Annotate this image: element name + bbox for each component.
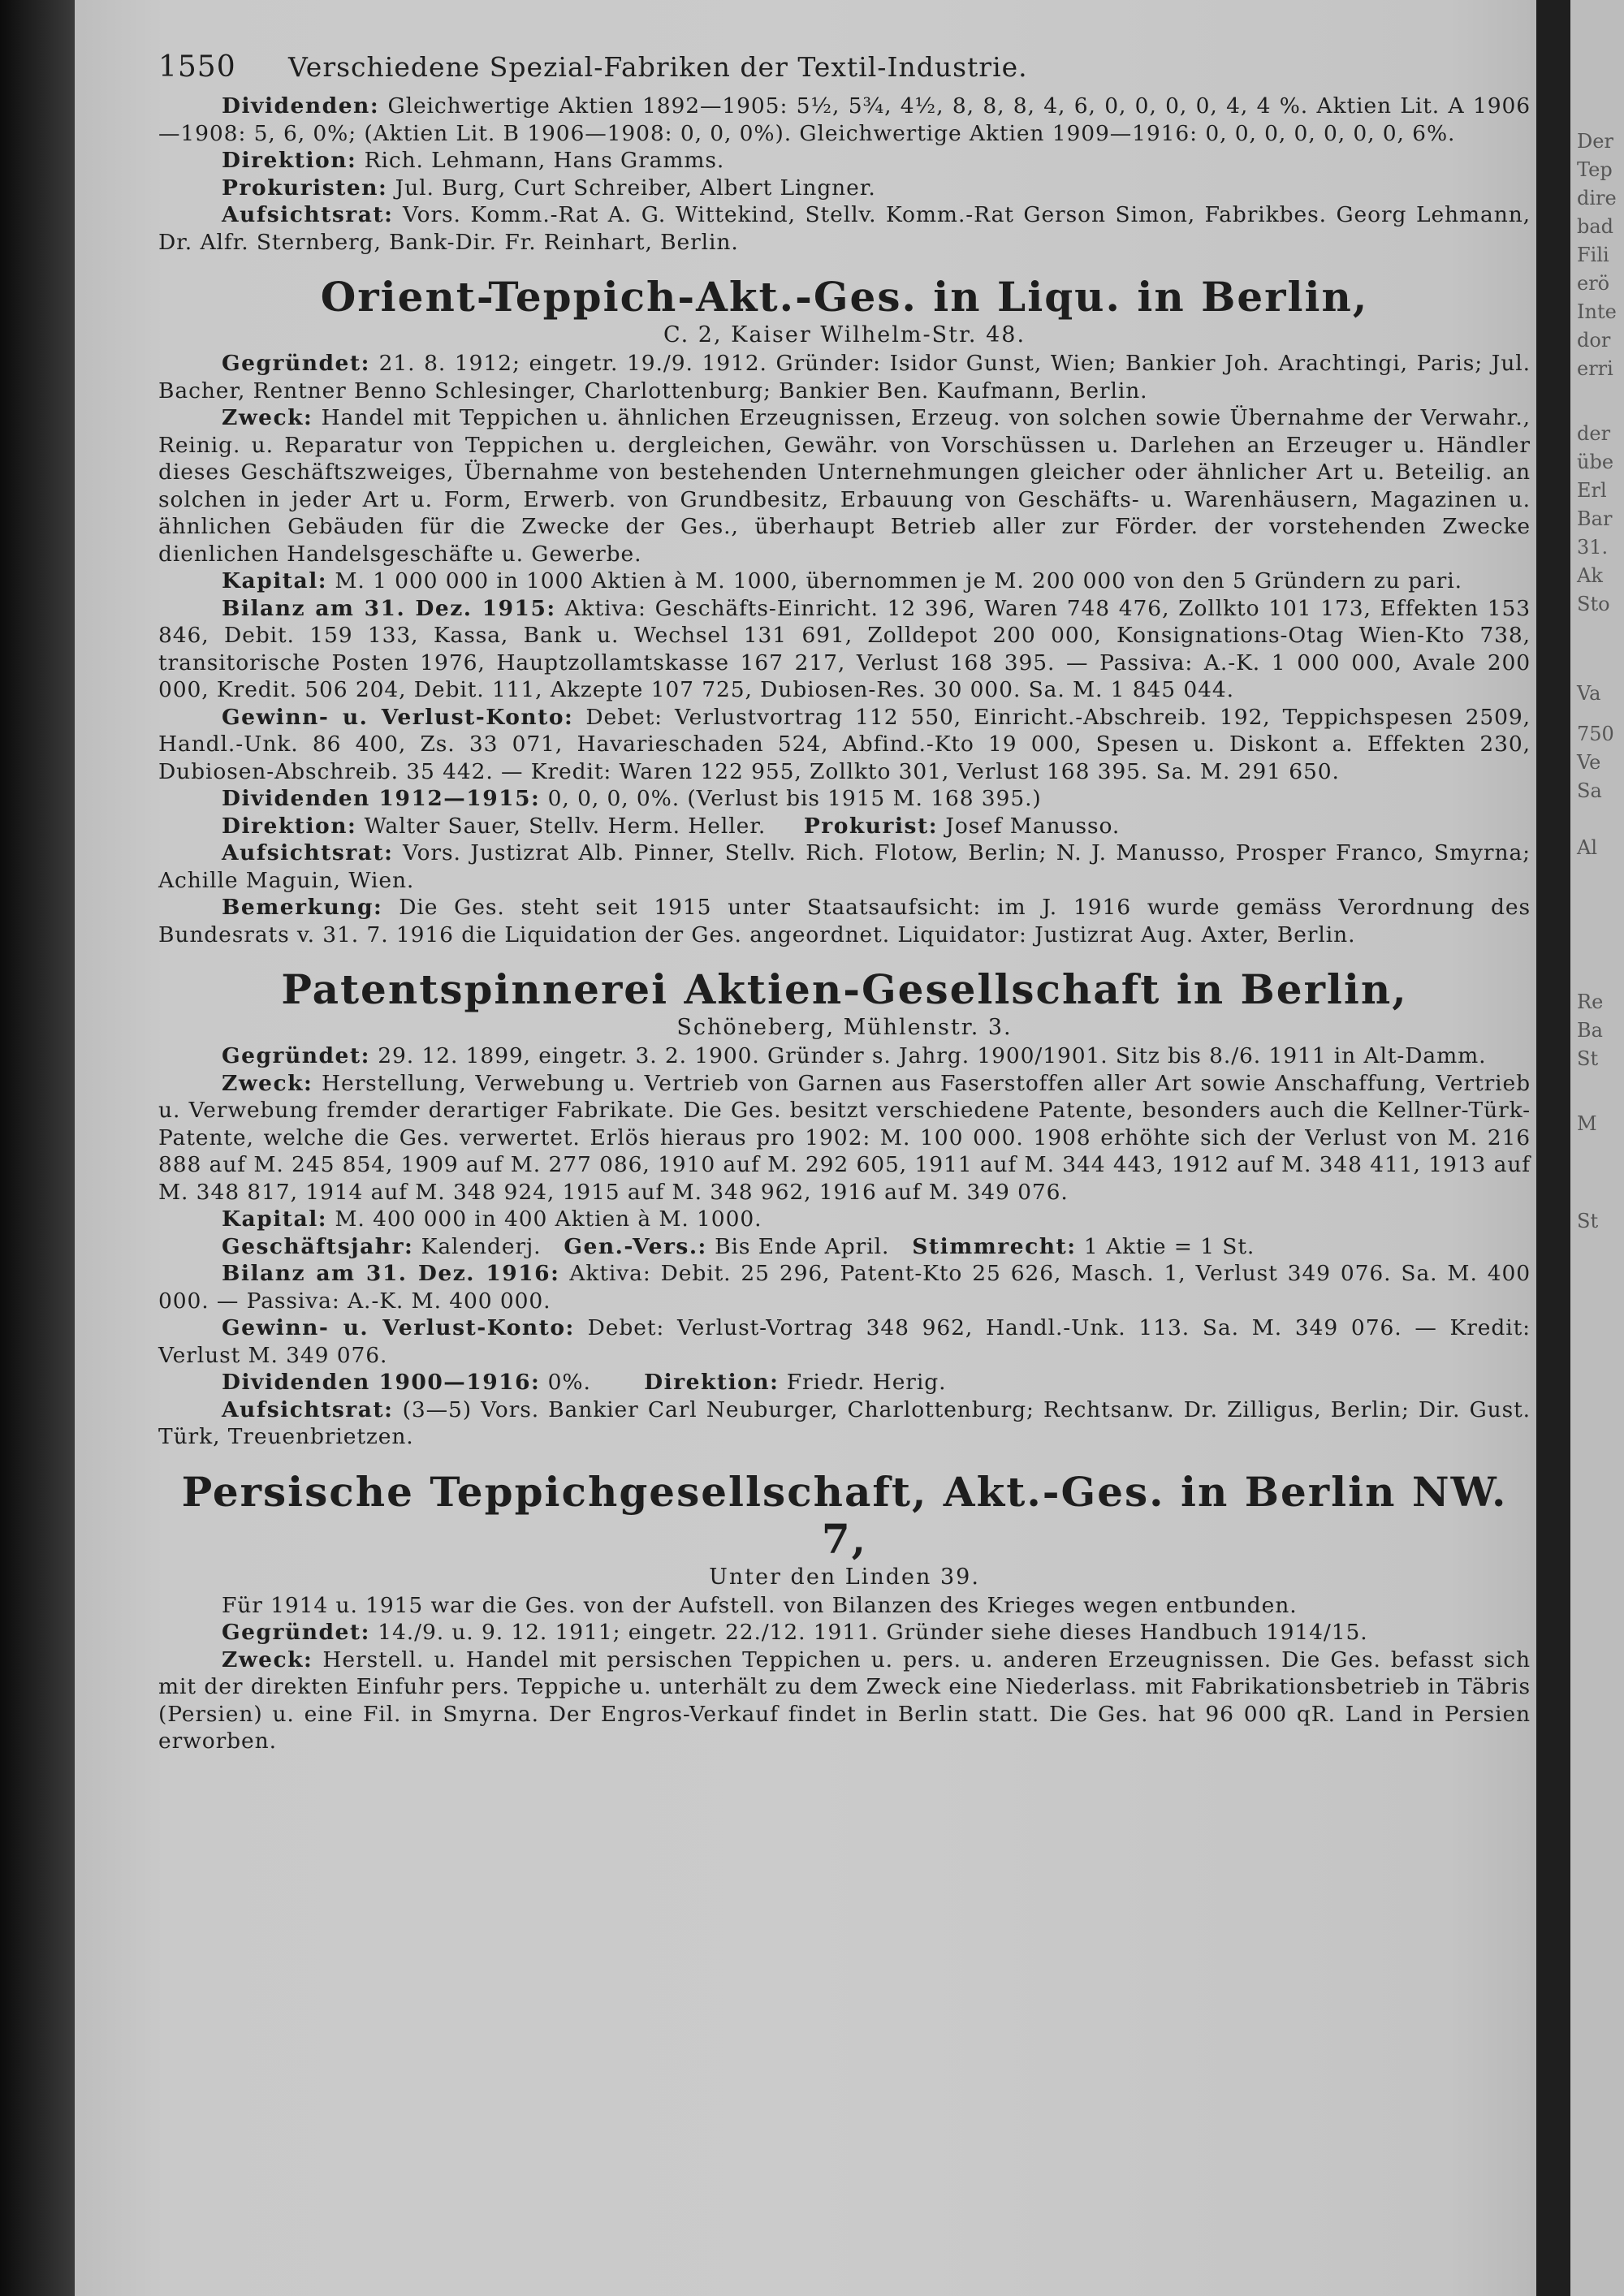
stimmrecht-label: Stimmrecht: <box>912 1233 1077 1259</box>
bemerkung-label: Bemerkung: <box>222 895 383 920</box>
direktion-text: Rich. Lehmann, Hans Gramms. <box>364 148 725 173</box>
adjacent-page-text-fragment: 31. <box>1577 536 1609 559</box>
company-title-orient-teppich: Orient-Teppich-Akt.-Ges. in Liqu. in Berlin, <box>320 273 1369 321</box>
aufsichtsrat-label: Aufsichtsrat: <box>222 840 394 865</box>
kapital-label: Kapital: <box>222 568 328 593</box>
dividenden-text: 0%. <box>547 1370 591 1395</box>
bemerkung-entry <box>158 894 1531 948</box>
gegruendet-text: 29. 12. 1899, eingetr. 3. 2. 1900. Gründer s. Jahrg. 1900/1901. Sitz bis 8./6. 1911 in Alt-Damm. <box>378 1043 1487 1068</box>
adjacent-page-text-fragment: Fili <box>1577 244 1609 266</box>
adjacent-page-text-fragment: M <box>1577 1112 1597 1135</box>
aufsichtsrat-text: (3—5) Vors. Bankier Carl Neuburger, Charlottenburg; Rechtsanw. Dr. Zilligus, Berlin; Dir. Gust. Türk, Treuenbrietzen. <box>158 1396 1531 1449</box>
adjacent-page-text-fragment: St <box>1577 1047 1599 1070</box>
zweck-entry <box>158 1070 1531 1206</box>
bilanz-label: Bilanz am 31. Dez. 1915: <box>222 595 556 621</box>
kapital-text: M. 1 000 000 in 1000 Aktien à M. 1000, übernommen je M. 200 000 von den 5 Gründern zu pari. <box>335 568 1462 593</box>
page-gutter <box>1536 0 1570 2296</box>
dividenden-label: Dividenden: <box>222 93 380 119</box>
gewinn-verlust-label: Gewinn- u. Verlust-Konto: <box>222 704 574 730</box>
gegruendet-text: 14./9. u. 9. 12. 1911; eingetr. 22./12. 1911. Gründer siehe dieses Handbuch 1914/15. <box>378 1620 1368 1645</box>
direktion-label: Direktion: <box>222 813 357 839</box>
adjacent-page-text-fragment: Inte <box>1577 300 1617 323</box>
zweck-text: Handel mit Teppichen u. ähnlichen Erzeugnissen, Erzeug. von solchen sowie Übernahme der Verwahr., Reinig. u. Reparatur von Teppichen u. dergleichen, Gewähr. von Vorschüssen u. Darlehen an Erzeuger u. Händler dieses Geschäftszweiges, Übernahme von bestehenden Unternehmungen gleicher oder ähnlicher Art u. Beteilig. an solchen in jeder Art u. Form, Erwerb. von Grundbesitz, Erbauung von Geschäfts- u. Warenhäusern, Magazinen u. ähnlichen Gebäuden für die Zwecke der Ges., überhaupt Betrieb aller zur Förder. der vorstehenden Zwecke dienlichen Handelsgeschäfte u. Gewerbe. <box>158 405 1531 567</box>
adjacent-page-text-fragment: übe <box>1577 451 1614 473</box>
adjacent-page-text-fragment: erö <box>1577 272 1610 295</box>
gegruendet-text: 21. 8. 1912; eingetr. 19./9. 1912. Gründer: Isidor Gunst, Wien; Bankier Joh. Arachtingi, Paris; Jul. Bacher, Rentner Benno Schlesinger, Charlottenburg; Bankier Ben. Kaufmann, Berlin. <box>158 351 1531 404</box>
dividenden-label: Dividenden 1900—1916: <box>222 1370 541 1395</box>
gewinn-verlust-entry <box>158 1314 1531 1369</box>
genvers-text: Bis Ende April. <box>715 1233 890 1259</box>
zweck-label: Zweck: <box>222 1646 313 1672</box>
prokuristen-label: Prokuristen: <box>222 175 388 201</box>
adjacent-page-text-fragment: Ak <box>1577 564 1603 587</box>
aufsichtsrat-entry <box>158 839 1531 894</box>
intro-entry: Für 1914 u. 1915 war die Ges. von der Aufstell. von Bilanzen des Krieges wegen entbunden. <box>222 1592 1298 1618</box>
aufsichtsrat-entry <box>158 201 1531 256</box>
company-address: Schöneberg, Mühlenstr. 3. <box>676 1015 1013 1040</box>
direktion-label: Direktion: <box>644 1370 780 1395</box>
adjacent-page-text-fragment: Va <box>1577 682 1601 705</box>
prokurist-text: Josef Manusso. <box>945 813 1121 839</box>
adjacent-page-text-fragment: bad <box>1577 215 1614 238</box>
direktion-label: Direktion: <box>222 148 357 173</box>
gegruendet-label: Gegründet: <box>222 351 370 376</box>
gewinn-verlust-text: Debet: Verlust-Vortrag 348 962, Handl.-Unk. 113. Sa. M. 349 076. — Kredit: Verlust M. 349 076. <box>158 1315 1531 1368</box>
geschaeftsjahr-label: Geschäftsjahr: <box>222 1233 414 1259</box>
zweck-entry <box>158 1646 1531 1755</box>
adjacent-page-text-fragment: St <box>1577 1210 1599 1232</box>
gegruendet-entry <box>158 350 1531 404</box>
dividenden-text: 0, 0, 0, 0%. (Verlust bis 1915 M. 168 395.) <box>547 786 1042 811</box>
kapital-text: M. 400 000 in 400 Aktien à M. 1000. <box>335 1206 762 1232</box>
dividenden-entry <box>158 1369 1531 1396</box>
adjacent-page-text-fragment: Bar <box>1577 507 1613 530</box>
prokuristen-text: Jul. Burg, Curt Schreiber, Albert Lingner. <box>395 175 876 201</box>
adjacent-page-text-fragment: Sa <box>1577 779 1602 802</box>
bemerkung-text: Die Ges. steht seit 1915 unter Staatsaufsicht: im J. 1916 wurde gemäss Verordnung des Bundesrats v. 31. 7. 1916 die Liquidation der Ges. angeordnet. Liquidator: Justizrat Aug. Axter, Berlin. <box>158 895 1531 947</box>
gegruendet-entry <box>158 1619 1531 1646</box>
zweck-label: Zweck: <box>222 405 313 430</box>
bilanz-text: Aktiva: Geschäfts-Einricht. 12 396, Waren 748 476, Zollkto 101 173, Effekten 153 846, Debit. 159 133, Kassa, Bank u. Wechsel 131 691, Zolldepot 200 000, Konsignations-Otag Wien-Kto 738, transitorische Posten 1976, Hauptzollamtskasse 167 217, Verlust 168 395. — Passiva: A.-K. 1 000 000, Avale 200 000, Kredit. 506 204, Debit. 111, Akzepte 107 725, Dubiosen-Res. 30 000. Sa. M. 1 845 044. <box>158 595 1531 702</box>
bilanz-label: Bilanz am 31. Dez. 1916: <box>222 1261 560 1286</box>
dividenden-text: Gleichwertige Aktien 1892—1905: 5½, 5¾, 4½, 8, 8, 8, 4, 6, 0, 0, 0, 0, 4, 4 %. Aktien Lit. A 1906—1908: 5, 6, 0%; (Aktien Lit. B 1906—1908: 0, 0, 0%). Gleichwertige Aktien 1909—1916: 0, 0, 0, 0, 0, 0, 0, 6%. <box>158 93 1531 146</box>
geschaeftsjahr-entry <box>158 1233 1531 1261</box>
bilanz-text: Aktiva: Debit. 25 296, Patent-Kto 25 626, Masch. 1, Verlust 349 076. Sa. M. 400 000. — Passiva: A.-K. M. 400 000. <box>158 1261 1531 1314</box>
zweck-text: Herstellung, Verwebung u. Vertrieb von Garnen aus Faserstoffen aller Art sowie Anschaffung, Vertrieb u. Verwebung fremder derartiger Fabrikate. Die Ges. besitzt verschiedene Patente, besonders auch die Kellner-Türk-Patente, welche die Ges. verwertet. Erlös hieraus pro 1902: M. 100 000. 1908 erhöhte sich der Verlust von M. 216 888 auf M. 245 854, 1909 auf M. 277 086, 1910 auf M. 292 605, 1911 auf M. 344 443, 1912 auf M. 348 411, 1913 auf M. 348 817, 1914 auf M. 348 924, 1915 auf M. 348 962, 1916 auf M. 349 076. <box>158 1070 1531 1205</box>
adjacent-page-text-fragment: Al <box>1577 836 1598 859</box>
bilanz-entry <box>158 595 1531 704</box>
kapital-label: Kapital: <box>222 1206 328 1232</box>
zweck-label: Zweck: <box>222 1070 313 1096</box>
aufsichtsrat-entry <box>158 1396 1531 1451</box>
zweck-entry <box>158 404 1531 568</box>
company-title-persische-teppich: Persische Teppichgesellschaft, Akt.-Ges. in Berlin NW. 7, <box>181 1467 1508 1563</box>
gewinn-verlust-text: Debet: Verlustvortrag 112 550, Einricht.-Abschreib. 192, Teppichspesen 2509, Handl.-Unk. 86 400, Zs. 33 071, Havarieschaden 524, Abfind.-Kto 19 000, Spesen u. Diskont a. Effekten 230, Dubiosen-Abschreib. 35 442. — Kredit: Waren 122 955, Zollkto 301, Verlust 168 395. Sa. M. 291 650. <box>158 704 1531 784</box>
geschaeftsjahr-text: Kalenderj. <box>421 1233 542 1259</box>
kapital-entry <box>158 568 1531 595</box>
aufsichtsrat-label: Aufsichtsrat: <box>222 1396 394 1422</box>
adjacent-page-text-fragment: dor <box>1577 329 1611 352</box>
adjacent-page-text-fragment: dire <box>1577 187 1617 209</box>
adjacent-page-text-fragment: Re <box>1577 990 1604 1013</box>
book-binding-edge <box>0 0 75 2296</box>
page-number: 1550 <box>158 50 236 84</box>
adjacent-page-text-fragment: Erl <box>1577 479 1607 502</box>
dividenden-entry <box>158 785 1531 813</box>
company-address: Unter den Linden 39. <box>709 1564 980 1590</box>
kapital-entry <box>158 1206 1531 1233</box>
adjacent-page-edge <box>1570 0 1624 2296</box>
gewinn-verlust-label: Gewinn- u. Verlust-Konto: <box>222 1315 575 1340</box>
aufsichtsrat-label: Aufsichtsrat: <box>222 202 394 227</box>
page-content <box>158 50 1531 1755</box>
adjacent-page-text-fragment: Ve <box>1577 751 1601 774</box>
aufsichtsrat-text: Vors. Justizrat Alb. Pinner, Stellv. Rich. Flotow, Berlin; N. J. Manusso, Prosper Franco, Smyrna; Achille Maguin, Wien. <box>158 840 1531 893</box>
dividenden-entry <box>158 93 1531 147</box>
page-header <box>158 50 1531 93</box>
zweck-text: Herstell. u. Handel mit persischen Teppichen u. pers. u. anderen Erzeugnissen. Die Ges. befasst sich mit der direkten Einfuhr pers. Teppiche u. unterhält zu dem Zweck eine Niederlass. mit Fabrikationsbetrieb in Täbris (Persien) u. eine Fil. in Smyrna. Der Engros-Verkauf findet in Berlin statt. Die Ges. hat 96 000 qR. Land in Persien erworben. <box>158 1646 1531 1754</box>
adjacent-page-text-fragment: der <box>1577 422 1611 445</box>
adjacent-page-text-fragment: erri <box>1577 357 1613 380</box>
prokuristen-entry <box>158 175 1531 202</box>
genvers-label: Gen.-Vers.: <box>564 1233 707 1259</box>
running-head: Verschiedene Spezial-Fabriken der Textil-Industrie. <box>288 51 1028 83</box>
company-title-patentspinnerei: Patentspinnerei Aktien-Gesellschaft in Berlin, <box>281 965 1408 1013</box>
adjacent-page-text-fragment: Sto <box>1577 593 1610 615</box>
direktion-text: Friedr. Herig. <box>786 1370 947 1395</box>
bilanz-entry <box>158 1260 1531 1314</box>
stimmrecht-text: 1 Aktie = 1 St. <box>1083 1233 1255 1259</box>
direktion-entry <box>158 147 1531 175</box>
adjacent-page-text-fragment: Der <box>1577 130 1613 153</box>
gewinn-verlust-entry <box>158 704 1531 786</box>
aufsichtsrat-text: Vors. Komm.-Rat A. G. Wittekind, Stellv. Komm.-Rat Gerson Simon, Fabrikbes. Georg Lehmann, Dr. Alfr. Sternberg, Bank-Dir. Fr. Reinhart, Berlin. <box>158 202 1531 255</box>
gegruendet-entry <box>158 1042 1531 1070</box>
company-address: C. 2, Kaiser Wilhelm-Str. 48. <box>663 322 1026 347</box>
gegruendet-label: Gegründet: <box>222 1043 370 1068</box>
direktion-entry <box>158 813 1531 840</box>
dividenden-label: Dividenden 1912—1915: <box>222 786 541 811</box>
direktion-text: Walter Sauer, Stellv. Herm. Heller. <box>364 813 767 839</box>
adjacent-page-text-fragment: Tep <box>1577 158 1613 181</box>
adjacent-page-text-fragment: 750 <box>1577 723 1614 745</box>
gegruendet-label: Gegründet: <box>222 1620 370 1645</box>
prokurist-label: Prokurist: <box>803 813 938 839</box>
adjacent-page-text-fragment: Ba <box>1577 1019 1603 1042</box>
